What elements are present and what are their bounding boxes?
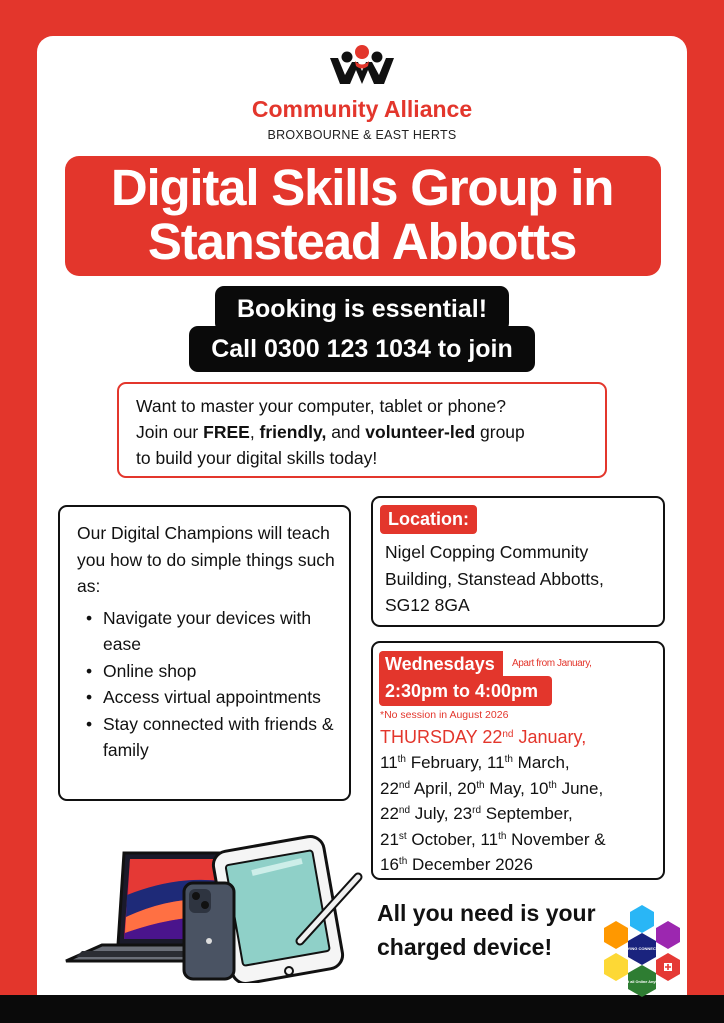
dates-line	[380, 750, 662, 776]
date-suffix: th	[476, 779, 485, 791]
community-alliance-logo-icon	[328, 44, 396, 88]
date-day: 11	[486, 753, 505, 772]
date-month: April,	[410, 778, 458, 798]
location-label: Location:	[380, 505, 477, 534]
closing-line-2: charged device!	[377, 934, 553, 960]
date-suffix: th	[504, 754, 513, 765]
thursday-date	[380, 726, 586, 748]
date-month: May,	[484, 778, 530, 798]
intro-comma: ,	[249, 422, 260, 442]
intro-line-1: Want to master your computer, tablet or phone?	[136, 396, 506, 416]
list-item: • Stay connected with friends & family	[77, 711, 335, 764]
date-month: December 2026	[407, 855, 533, 874]
title-line-2: Stanstead Abbotts	[147, 213, 577, 270]
title-line-1: Digital Skills Group in	[110, 159, 614, 216]
address-line: Building, Stanstead Abbotts,	[385, 568, 604, 589]
date-day: 11	[480, 829, 499, 849]
intro-text: Join our	[136, 422, 204, 442]
brand-name: Community Alliance	[251, 96, 473, 122]
list-item: • Navigate your devices with ease	[77, 605, 335, 658]
date-day: 21	[380, 829, 399, 849]
date-month: February,	[406, 753, 487, 772]
skills-list	[77, 605, 335, 764]
address-line: Nigel Copping Community	[385, 542, 589, 562]
address-line: SG12 8GA	[385, 595, 470, 615]
date-suffix: th	[398, 856, 408, 867]
intro-friendly: friendly,	[259, 422, 327, 442]
intro-line-3: to build your digital skills today!	[136, 448, 378, 468]
date-text: January,	[513, 727, 587, 747]
booking-notice: Booking is essential!	[215, 286, 509, 332]
session-dates	[380, 750, 662, 878]
schedule-time: 2:30pm to 4:00pm	[379, 676, 552, 706]
date-day: 22	[380, 804, 399, 823]
devices-illustration-icon	[62, 833, 367, 983]
date-text: THURSDAY 22	[380, 727, 503, 747]
staying-connected-badge-icon	[594, 903, 690, 999]
list-item: • Access virtual appointments	[77, 684, 335, 711]
date-suffix: st	[398, 830, 407, 842]
intro-group: group	[475, 422, 525, 442]
date-suffix: nd	[502, 729, 514, 740]
date-day: 22	[380, 778, 399, 798]
schedule-exception: Apart from January,	[512, 658, 592, 669]
date-suffix: nd	[398, 779, 411, 791]
date-month: March,	[512, 753, 570, 772]
dates-line	[380, 827, 662, 853]
date-suffix: nd	[398, 805, 411, 816]
date-suffix: rd	[472, 805, 482, 816]
closing-message	[377, 896, 627, 964]
date-day: 11	[380, 753, 398, 772]
date-day: 23	[453, 804, 473, 823]
bottom-bar	[0, 995, 724, 1023]
date-month: October,	[406, 829, 481, 849]
location-address	[385, 539, 660, 619]
date-suffix: th	[548, 779, 557, 791]
date-month: September,	[481, 804, 573, 823]
date-suffix: th	[498, 830, 507, 842]
schedule-box	[371, 641, 665, 880]
intro-free: FREE	[203, 422, 250, 442]
dates-line	[380, 852, 662, 878]
date-day: 16	[380, 855, 399, 874]
date-month: November &	[506, 829, 606, 849]
list-item: • Online shop	[77, 658, 335, 685]
dates-line	[380, 776, 662, 802]
date-month: July,	[410, 804, 454, 823]
date-day: 10	[529, 778, 549, 798]
intro-box	[117, 382, 607, 478]
intro-volunteer: volunteer-led	[365, 422, 476, 442]
badge-bottom-text: Do it all Online Anytime	[620, 980, 664, 984]
date-day: 20	[457, 778, 477, 798]
brand-region: BROXBOURNE & EAST HERTS	[267, 128, 457, 142]
no-session-note: *No session in August 2026	[380, 709, 509, 721]
date-suffix: th	[397, 754, 406, 765]
intro-and: and	[326, 422, 366, 442]
intro-line-2	[136, 419, 605, 445]
skills-box	[58, 505, 351, 801]
location-box	[371, 496, 665, 627]
booking-phone: Call 0300 123 1034 to join	[189, 326, 535, 372]
schedule-day: Wednesdays	[379, 651, 503, 678]
dates-line	[380, 801, 662, 827]
date-month: June,	[556, 778, 604, 798]
skills-intro: Our Digital Champions will teach you how to do simple things such as:	[77, 523, 335, 596]
badge-center-text: STAYING CONNECTED	[620, 946, 664, 951]
closing-line-1: All you need is your	[377, 900, 596, 926]
